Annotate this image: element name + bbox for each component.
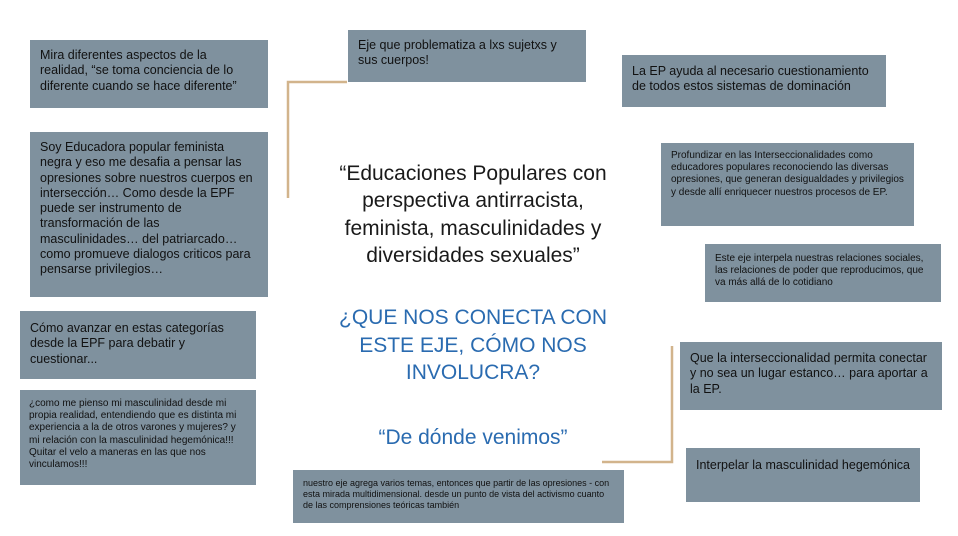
note-masculinidad-realidad: ¿como me pienso mi masculinidad desde mi propia realidad, entendiendo que es distinta mi experiencia a la de otros varones y mujeres? y mi relación con la masculinidad hegemónica!!! Quitar el velo a maneras en las que nos vinculamos!!! <box>20 390 256 485</box>
note-eje-agrega-temas: nuestro eje agrega varios temas, entonces que partir de las opresiones - con esta mirada multidimensional. desde un punto de vista del activismo cuanto de las comprensiones teóricas también <box>293 470 624 523</box>
central-origin: “De dónde venimos” <box>378 426 568 449</box>
note-eje-interpela: Este eje interpela nuestras relaciones sociales, las relaciones de poder que reproducimos, que va más allá de lo cotidiano <box>705 244 941 302</box>
note-profundizar-interseccionalidades: Profundizar en las Interseccionalidades como educadores populares reconociendo las diversas opresiones, que generan desigualdades y privilegios y desde allí enriquecer nuestros procesos de EP. <box>661 143 914 226</box>
note-aspectos-realidad: Mira diferentes aspectos de la realidad, “se toma conciencia de lo diferente cuando se hace diferente” <box>30 40 268 108</box>
note-educadora-feminista: Soy Educadora popular feminista negra y eso me desafia a pensar las opresiones sobre nuestros cuerpos en intersección… Como desde la EPF puede ser instrumento de transformación de las masculinidades… del patriarcado… como promueve dialogos criticos para pensarse privilegios… <box>30 132 268 297</box>
central-question: ¿QUE NOS CONECTA CON ESTE EJE, CÓMO NOS INVOLUCRA? <box>339 306 607 385</box>
note-interpelar-masculinidad: Interpelar la masculinidad hegemónica <box>686 448 920 502</box>
central-title: “Educaciones Populares con perspectiva antirracista, feminista, masculinidades y diversidades sexuales” <box>339 162 607 267</box>
note-ep-cuestionamiento: La EP ayuda al necesario cuestionamiento de todos estos sistemas de dominación <box>622 55 886 107</box>
note-como-avanzar: Cómo avanzar en estas categorías desde la EPF para debatir y cuestionar... <box>20 311 256 379</box>
note-eje-problematiza: Eje que problematiza a lxs sujetxs y sus cuerpos! <box>348 30 586 82</box>
note-interseccionalidad-conectar: Que la interseccionalidad permita conectar y no sea un lugar estanco… para aportar a la EP. <box>680 342 942 410</box>
